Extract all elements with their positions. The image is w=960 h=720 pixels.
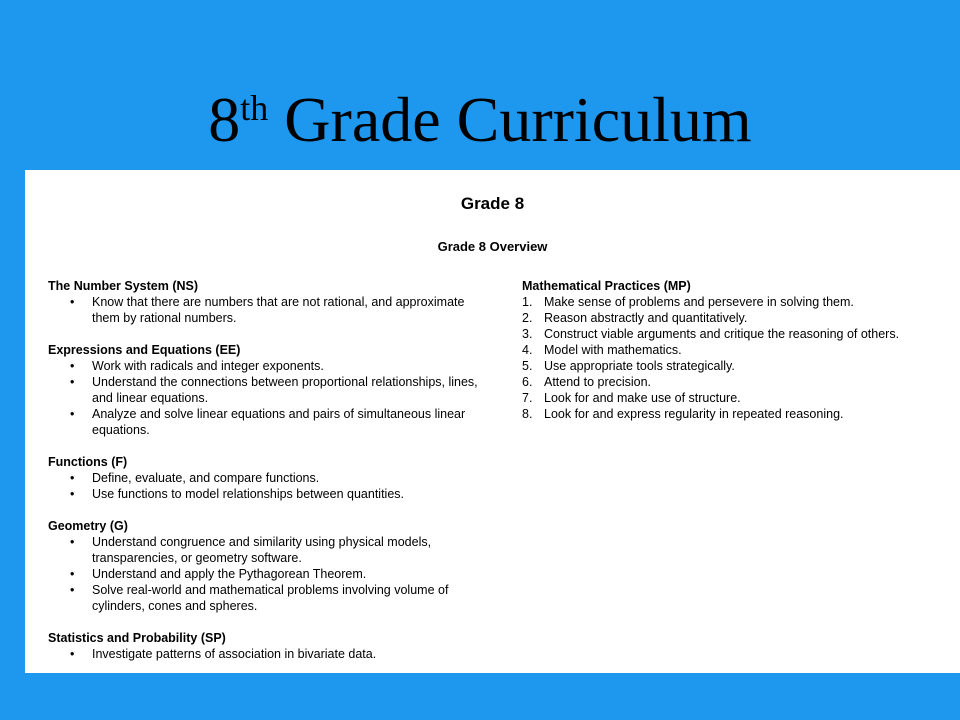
- section-functions: [48, 454, 488, 502]
- bullet-list: [48, 534, 488, 614]
- section-heading: Geometry (G): [48, 519, 128, 533]
- section-heading: Expressions and Equations (EE): [48, 343, 241, 357]
- section-heading: Statistics and Probability (SP): [48, 631, 226, 645]
- title-text: Grade Curriculum: [268, 84, 752, 155]
- item-number: 7.: [522, 391, 533, 405]
- item-text: Model with mathematics.: [544, 343, 682, 357]
- list-item: • Work with radicals and integer exponents.: [48, 358, 488, 374]
- list-item: [522, 342, 952, 358]
- list-item: [522, 374, 952, 390]
- list-item: • Understand and apply the Pythagorean Theorem.: [48, 566, 488, 582]
- domains-column: [48, 278, 488, 678]
- item-text: Look for and make use of structure.: [544, 391, 741, 405]
- slide-title: [0, 84, 960, 155]
- list-item: • Understand congruence and similarity using physical models, transparencies, or geometry software.: [48, 534, 488, 566]
- list-item: [522, 310, 952, 326]
- title-superscript: th: [240, 88, 269, 128]
- section-statistics-probability: [48, 630, 488, 662]
- section-geometry: [48, 518, 488, 614]
- list-item: • Use functions to model relationships between quantities.: [48, 486, 488, 502]
- document-subtitle: Grade 8 Overview: [437, 239, 548, 254]
- section-heading: The Number System (NS): [48, 279, 199, 293]
- item-text: Use appropriate tools strategically.: [544, 359, 735, 373]
- section-heading: Mathematical Practices (MP): [522, 279, 691, 293]
- document-title: Grade 8: [460, 194, 525, 213]
- item-number: 4.: [522, 343, 533, 357]
- bullet-list: [48, 646, 488, 662]
- list-item: • Know that there are numbers that are not rational, and approximate them by rational numbers.: [48, 294, 488, 326]
- bullet-list: [48, 470, 488, 502]
- title-number: 8: [208, 84, 241, 155]
- list-item: [522, 294, 952, 310]
- list-item: [522, 358, 952, 374]
- list-item: • Define, evaluate, and compare functions.: [48, 470, 488, 486]
- list-item: [522, 390, 952, 406]
- list-item: [522, 406, 952, 422]
- item-text: Attend to precision.: [544, 375, 652, 389]
- numbered-list: [522, 294, 952, 422]
- list-item: • Investigate patterns of association in bivariate data.: [48, 646, 488, 662]
- item-text: Reason abstractly and quantitatively.: [544, 311, 748, 325]
- item-number: 6.: [522, 375, 533, 389]
- list-item: [522, 326, 952, 342]
- item-text: Make sense of problems and persevere in solving them.: [544, 295, 854, 309]
- item-number: 3.: [522, 327, 533, 341]
- list-item: • Analyze and solve linear equations and pairs of simultaneous linear equations.: [48, 406, 488, 438]
- item-number: 2.: [522, 311, 533, 325]
- section-number-system: [48, 278, 488, 326]
- section-expressions-equations: [48, 342, 488, 438]
- section-heading: Functions (F): [48, 455, 128, 469]
- list-item: • Understand the connections between proportional relationships, lines, and linear equations.: [48, 374, 488, 406]
- item-number: 8.: [522, 407, 533, 421]
- curriculum-document: [25, 170, 960, 673]
- list-item: • Solve real-world and mathematical problems involving volume of cylinders, cones and spheres.: [48, 582, 488, 614]
- practices-column: [522, 278, 952, 438]
- item-number: 1.: [522, 295, 533, 309]
- item-number: 5.: [522, 359, 533, 373]
- section-mathematical-practices: [522, 278, 952, 422]
- bullet-list: [48, 358, 488, 438]
- item-text: Look for and express regularity in repeated reasoning.: [544, 407, 844, 421]
- item-text: Construct viable arguments and critique the reasoning of others.: [544, 327, 900, 341]
- bullet-list: [48, 294, 488, 326]
